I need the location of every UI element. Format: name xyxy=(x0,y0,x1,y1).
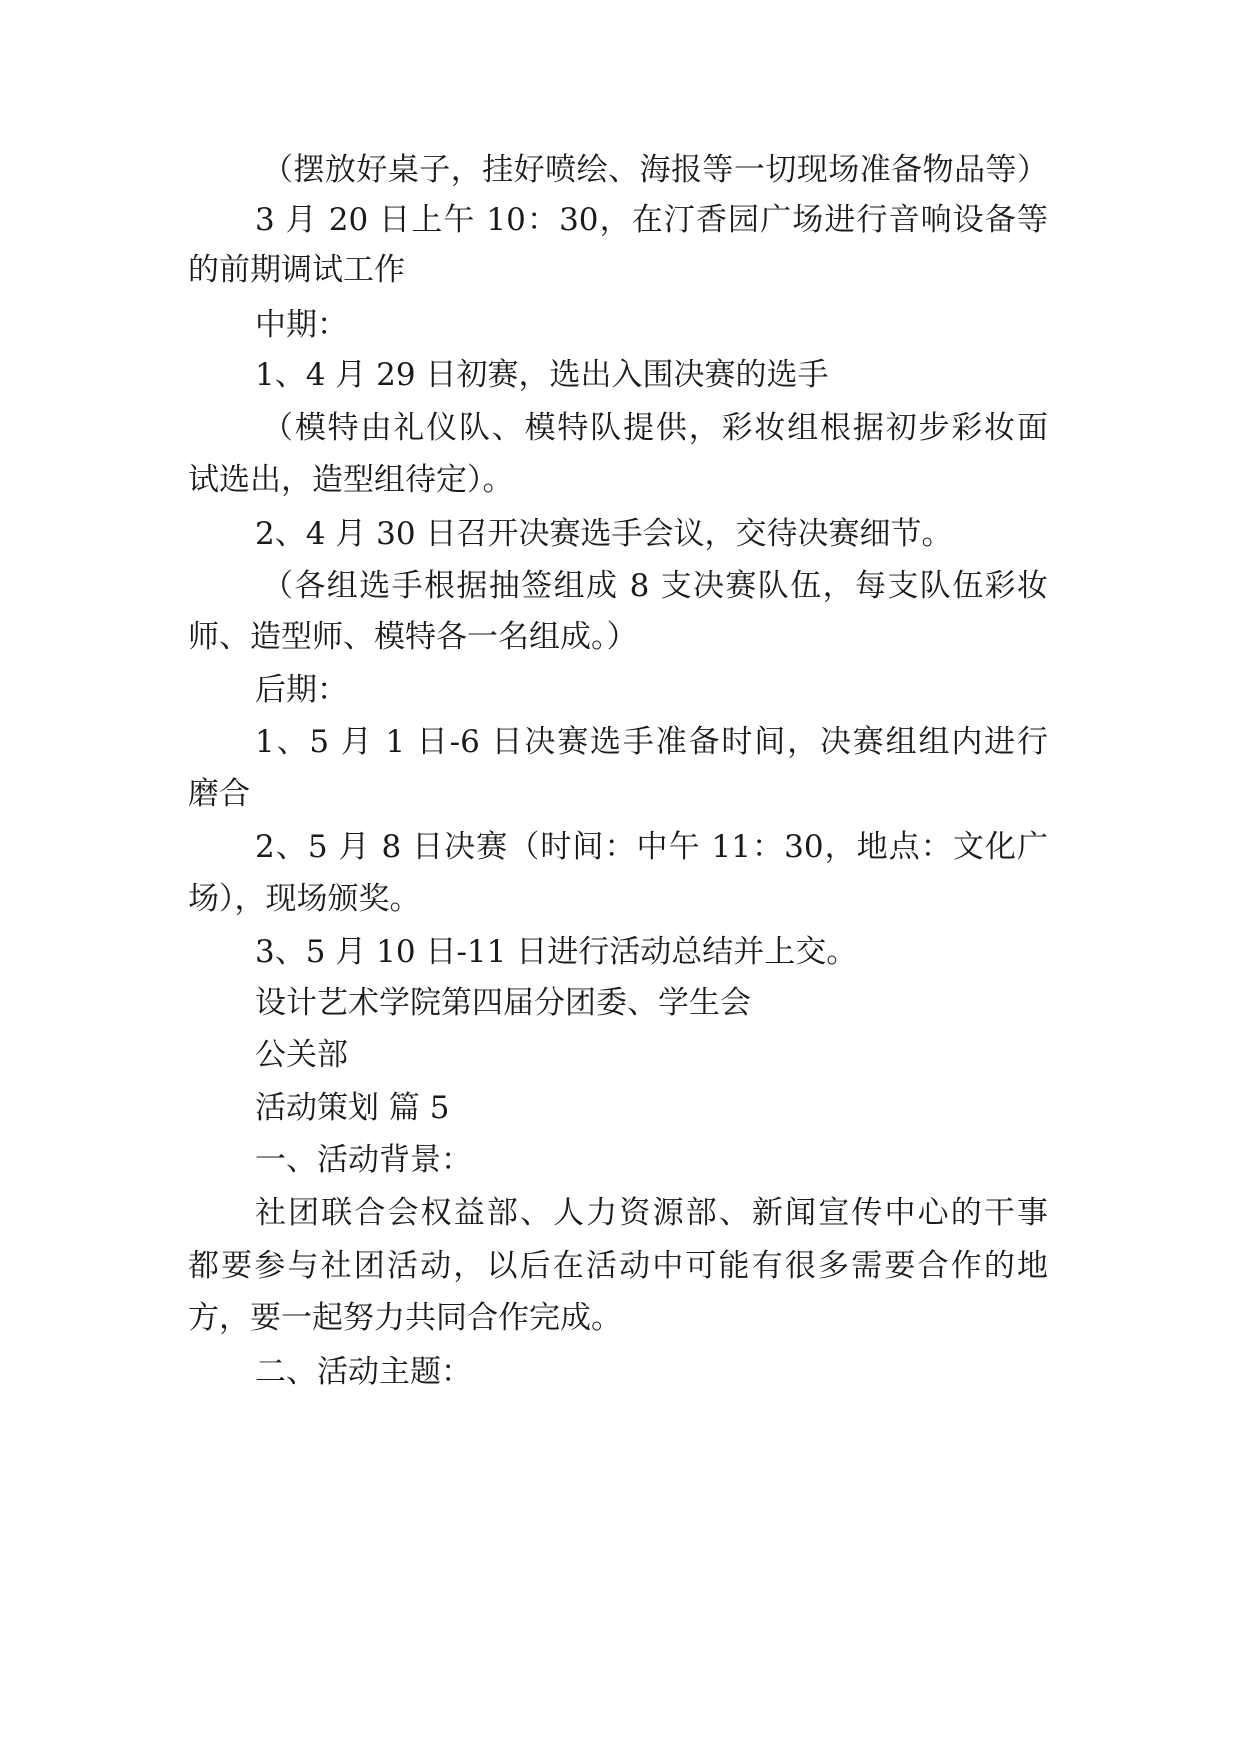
text-line-final-cont: 场），现场颁奖。 xyxy=(188,881,421,917)
article-title: 活动策划 篇 5 xyxy=(255,1090,450,1126)
text-line-teams-cont: 师、造型师、模特各一名组成。） xyxy=(188,619,638,655)
text-line-models-cont: 试选出，造型组待定）。 xyxy=(188,462,514,498)
text-line-prep-items: （摆放好桌子，挂好喷绘、海报等一切现场准备物品等） xyxy=(262,152,1048,188)
section-heading-background: 一、活动背景： xyxy=(255,1142,472,1178)
text-line-background: 社团联合会权益部、人力资源部、新闻宣传中心的干事 xyxy=(255,1195,1048,1231)
text-line-preliminary: 1、4 月 29 日初赛，选出入围决赛的选手 xyxy=(255,357,829,393)
text-line-preparation: 1、5 月 1 日-6 日决赛选手准备时间，决赛组组内进行 xyxy=(255,724,1048,760)
section-heading-midterm: 中期： xyxy=(255,307,348,343)
text-line-teams: （各组选手根据抽签组成 8 支决赛队伍，每支队伍彩妆 xyxy=(262,568,1048,604)
text-line-summary: 3、5 月 10 日-11 日进行活动总结并上交。 xyxy=(255,934,858,970)
text-line-sound-check-cont: 的前期调试工作 xyxy=(188,252,405,288)
text-line-organizer: 设计艺术学院第四届分团委、学生会 xyxy=(255,985,751,1021)
text-line-background-end: 方，要一起努力共同合作完成。 xyxy=(188,1300,622,1336)
text-line-preparation-cont: 磨合 xyxy=(188,776,250,812)
text-line-models: （模特由礼仪队、模特队提供，彩妆组根据初步彩妆面 xyxy=(262,410,1048,446)
text-line-department: 公关部 xyxy=(255,1037,348,1073)
text-line-final: 2、5 月 8 日决赛（时间：中午 11：30，地点：文化广 xyxy=(255,829,1048,865)
text-line-sound-check: 3 月 20 日上午 10：30，在汀香园广场进行音响设备等 xyxy=(255,202,1048,238)
text-line-background-cont: 都要参与社团活动，以后在活动中可能有很多需要合作的地 xyxy=(188,1248,1048,1284)
section-heading-theme: 二、活动主题： xyxy=(255,1354,472,1390)
text-line-final-meeting: 2、4 月 30 日召开决赛选手会议，交待决赛细节。 xyxy=(255,516,953,552)
section-heading-later: 后期： xyxy=(255,672,348,708)
